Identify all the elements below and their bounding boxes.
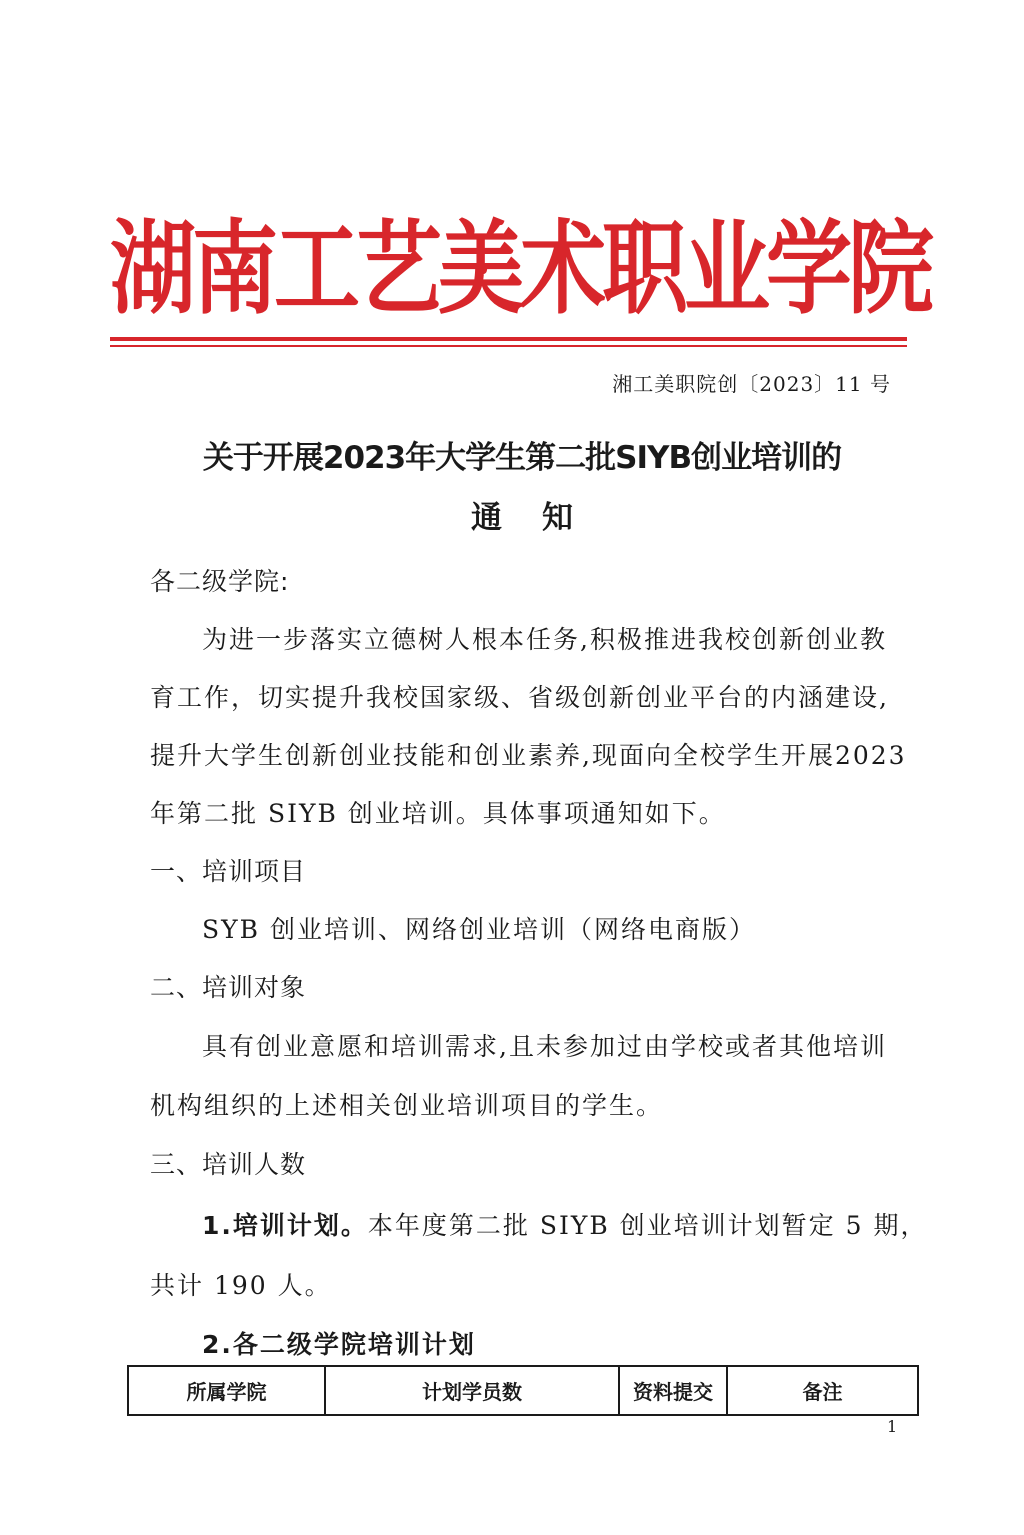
table-header-cell: 计划学员数 — [325, 1366, 619, 1415]
section1-heading: 一、培训项目 — [150, 857, 307, 886]
section2-body-line: 具有创业意愿和培训需求,且未参加过由学校或者其他培训 — [202, 1032, 887, 1061]
salutation: 各二级学院: — [150, 567, 290, 596]
table-header-cell: 备注 — [727, 1366, 918, 1415]
table-header-cell: 所属学院 — [128, 1366, 325, 1415]
table-header-cell: 资料提交 — [619, 1366, 727, 1415]
intro-line: 为进一步落实立德树人根本任务,积极推进我校创新创业教 — [202, 625, 887, 654]
table-header-row — [128, 1366, 918, 1415]
page-number: 1 — [887, 1417, 898, 1436]
section3-item1-text: 本年度第二批 SIYB 创业培训计划暂定 5 期， — [367, 1211, 928, 1240]
intro-line: 育工作，切实提升我校国家级、省级创新创业平台的内涵建设, — [150, 683, 889, 712]
section3-item1-label: 1.培训计划。 — [202, 1211, 368, 1240]
document-number: 湘工美职院创〔2023〕11 号 — [612, 372, 891, 396]
notice-title-line2: 通知 — [471, 500, 613, 536]
section3-heading: 三、培训人数 — [150, 1150, 307, 1179]
section2-body-line: 机构组织的上述相关创业培训项目的学生。 — [150, 1091, 664, 1120]
training-plan-table — [127, 1365, 919, 1416]
section3-item1 — [202, 1206, 927, 1242]
notice-title-line1: 关于开展2023年大学生第二批SIYB创业培训的 — [202, 440, 842, 476]
section2-heading: 二、培训对象 — [150, 973, 307, 1002]
masthead-rule-thick — [110, 337, 907, 341]
intro-line: 年第二批 SIYB 创业培训。具体事项通知如下。 — [150, 799, 726, 828]
masthead-title: 湖南工艺美术职业学院 — [110, 210, 930, 329]
section3-item2-label: 2.各二级学院培训计划 — [202, 1330, 476, 1359]
intro-line: 提升大学生创新创业技能和创业素养,现面向全校学生开展2023 — [150, 741, 907, 770]
section3-item1-cont: 共计 190 人。 — [150, 1271, 332, 1300]
masthead-rule-thin — [110, 345, 907, 347]
section1-body: SYB 创业培训、网络创业培训（网络电商版） — [202, 915, 756, 944]
